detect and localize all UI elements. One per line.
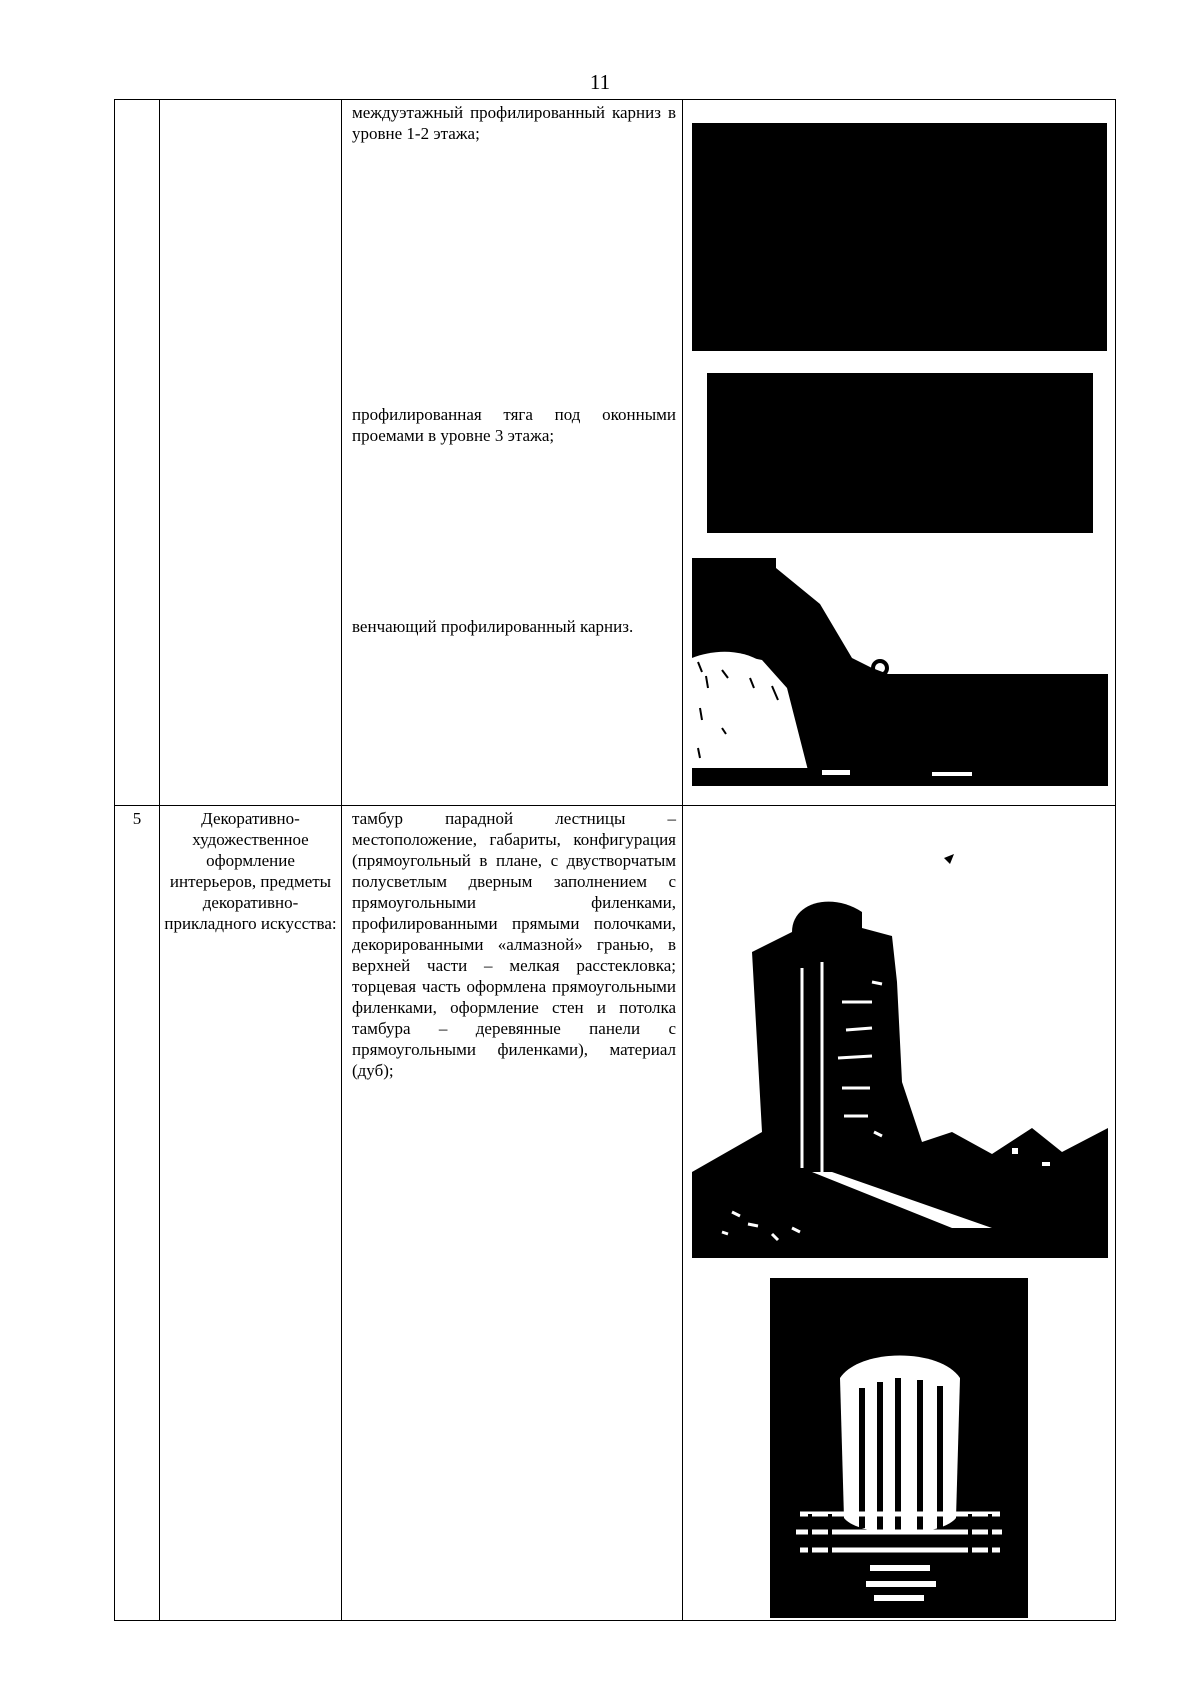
description-item-crowning-cornice: венчающий профилированный карниз. — [352, 617, 634, 636]
row-number-cell — [115, 806, 160, 1621]
row-number-cell — [115, 100, 160, 806]
row-description-cell — [342, 100, 683, 806]
photo-crowning-cornice — [692, 558, 1108, 786]
description-item-staircase-vestibule: тамбур парадной лестницы – местоположение, габариты, конфигурация (прямоугольный в плане, с двустворчатым полусветлым дверным заполнением с прямоугольными филенками, профилированными прямыми полочками, декорированными «алмазной» гранью, в верхней части – мелкая расстекловка; торцевая часть оформлена прямоугольными филенками, оформление стен и потолка тамбура – деревянные панели с прямоугольными филенками), материал (дуб); — [352, 809, 676, 1080]
row-name-cell — [160, 100, 342, 806]
photo-vestibule-interior — [770, 1278, 1028, 1618]
row-name-cell — [160, 806, 342, 1621]
page-number: 11 — [589, 70, 611, 94]
photo-vestibule-exterior — [692, 832, 1108, 1258]
row-photo-cell — [683, 100, 1116, 806]
description-item-window-rod: профилированная тяга под оконными проемами в уровне 3 этажа; — [352, 405, 676, 445]
row-name — [160, 100, 341, 102]
row-name: Декоративно-художественное оформление интерьеров, предметы декоративно-прикладного искусства: — [164, 809, 337, 933]
row-number: 5 — [132, 809, 142, 828]
photo-interfloor-cornice — [692, 123, 1107, 351]
row-description-cell — [342, 806, 683, 1621]
row-photo-cell — [683, 806, 1116, 1621]
row-number — [115, 100, 159, 102]
table-row — [115, 806, 1116, 1621]
protection-subject-table — [114, 99, 1116, 1621]
photo-window-rod — [707, 373, 1093, 533]
description-item-interfloor-cornice: междуэтажный профилированный карниз в уровне 1-2 этажа; — [352, 103, 676, 143]
table-row — [115, 100, 1116, 806]
